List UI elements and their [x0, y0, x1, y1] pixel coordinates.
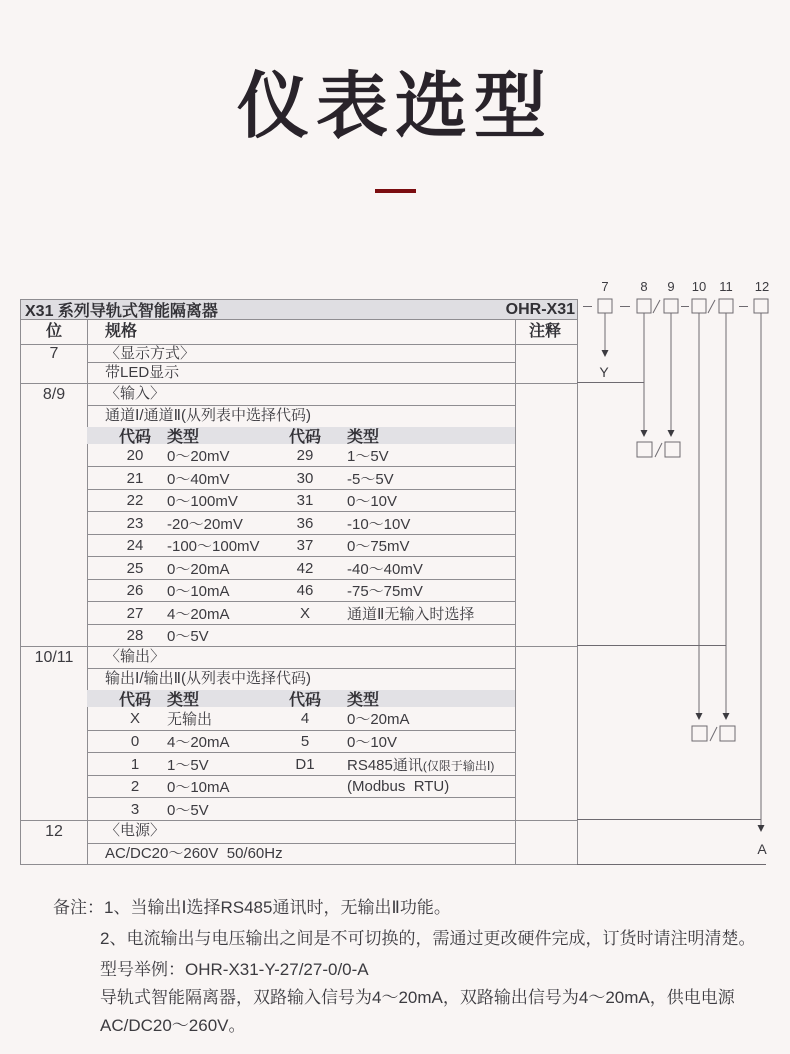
code-cell: D1: [295, 755, 315, 773]
output-code-row: [87, 730, 515, 752]
output-pair-slash: [710, 727, 717, 741]
arrowhead: [602, 350, 609, 357]
page-title: 仪表选型: [236, 67, 553, 147]
output-subtitle: 输出Ⅰ/输出Ⅱ(从列表中选择代码): [105, 670, 311, 687]
type-cell: 0～100mV: [167, 492, 238, 510]
code-cell: 1: [130, 755, 140, 773]
section-divider-89-1011: [21, 646, 577, 647]
output-code-pair-box-2: [720, 726, 735, 741]
rs485-restriction-note: (仅限于输出Ⅰ): [422, 758, 495, 773]
code-cell: 26: [126, 581, 144, 599]
model-prefix-label: OHR-X31: [505, 300, 575, 318]
input-code-pair-box-2: [665, 442, 680, 457]
model-code-box-9: [664, 299, 678, 313]
display-mode-value: 带LED显示: [105, 364, 180, 381]
code-cell: 20: [126, 446, 144, 464]
type-cell: 0～40mV: [167, 470, 230, 488]
note-column-divider: [515, 320, 516, 864]
input-code-row: [87, 624, 515, 646]
row-divider: [87, 843, 515, 844]
model-header-bar: [21, 300, 577, 320]
code-col-header: 代码: [118, 429, 151, 446]
output-code-row: [87, 707, 515, 729]
type-cell: [347, 754, 515, 775]
code-cell: 46: [296, 581, 314, 599]
display-mode-title: 〈显示方式〉: [105, 345, 196, 362]
model-code-box-7: [598, 299, 612, 313]
note-line-2: 2、电流输出与电压输出之间是不可切换的，需通过更改硬件完成，订货时请注明清楚。: [100, 929, 756, 948]
code-cell: 27: [126, 604, 144, 622]
note-1-text: 1、当输出Ⅰ选择RS485通讯时，无输出Ⅱ功能。: [104, 898, 451, 917]
row-divider: [87, 362, 515, 363]
code-cell: 36: [296, 514, 314, 532]
section-divider-1011-12: [21, 820, 577, 821]
input-code-row: [87, 602, 515, 624]
model-code-box-8: [637, 299, 651, 313]
code-cell: 3: [130, 800, 140, 818]
code-cell: 25: [126, 559, 144, 577]
input-code-row: [87, 579, 515, 601]
output-code-pair-box-1: [692, 726, 707, 741]
section-divider-7-89: [21, 383, 577, 384]
digit-label-9: 9: [667, 279, 675, 294]
input-code-row: [87, 489, 515, 511]
type-cell: 0～10mA: [167, 582, 230, 600]
type-cell: -40～40mV: [347, 560, 423, 578]
type-cell: 0～10mA: [167, 778, 230, 796]
a-code-label: A: [757, 841, 767, 857]
code-col-header: 代码: [288, 692, 321, 709]
code-col-header: 代码: [288, 429, 321, 446]
digit-label-8: 8: [640, 279, 648, 294]
type-cell: -20～20mV: [167, 515, 243, 533]
pos-7-label: 7: [49, 345, 59, 362]
code-cell: X: [129, 709, 140, 727]
code-cell: 21: [126, 469, 144, 487]
code-cell: 0: [130, 732, 140, 750]
row-divider: [87, 668, 515, 669]
output-code-row: [87, 798, 515, 820]
code-cell: 29: [296, 446, 314, 464]
code-cell: X: [299, 604, 310, 622]
arrowhead: [641, 430, 648, 437]
slash-separator: [653, 300, 660, 313]
type-cell: 0～10V: [347, 492, 398, 510]
type-col-header: 类型: [347, 429, 380, 446]
y-code-label: Y: [599, 364, 609, 380]
digit-label-12: 12: [754, 279, 770, 294]
type-col-header: 类型: [167, 692, 200, 709]
type-cell: 0～10V: [347, 733, 398, 751]
code-cell: 30: [296, 469, 314, 487]
code-cell: 37: [296, 536, 314, 554]
input-pair-slash: [655, 443, 662, 457]
input-code-row: [87, 467, 515, 489]
pos-1011-label: 10/11: [34, 649, 74, 666]
type-cell: -5～5V: [347, 470, 394, 488]
footer-notes: [53, 894, 768, 1040]
input-code-row: [87, 534, 515, 556]
row-divider: [87, 405, 515, 406]
col-header-spec: 规格: [105, 323, 138, 340]
type-cell: 1～5V: [167, 756, 209, 774]
pos-89-label: 8/9: [42, 386, 66, 403]
input-code-row: [87, 444, 515, 466]
type-cell: 0～5V: [167, 801, 209, 819]
code-cell: 5: [300, 732, 310, 750]
type-cell: -75～75mV: [347, 582, 423, 600]
selection-table: [20, 299, 578, 865]
type-col-header: 类型: [167, 429, 200, 446]
notes-label: 备注：: [53, 898, 104, 917]
title-underline-dash: [375, 189, 416, 193]
code-cell: 4: [300, 709, 310, 727]
digit-label-7: 7: [601, 279, 609, 294]
code-cell: 24: [126, 536, 144, 554]
output-code-header-row: [87, 690, 515, 707]
note-line-example-desc: 导轨式智能隔离器，双路输入信号为4～20mA，双路输出信号为4～20mA，供电电源: [100, 988, 735, 1007]
code-cell: 42: [296, 559, 314, 577]
input-subtitle: 通道Ⅰ/通道Ⅱ(从列表中选择代码): [105, 407, 311, 424]
type-cell: 0～20mV: [167, 447, 230, 465]
product-series-label: X31 系列导轨式智能隔离器: [25, 303, 218, 320]
input-code-pair-box-1: [637, 442, 652, 457]
pos-12-label: 12: [45, 823, 63, 840]
col-header-note: 注释: [528, 323, 561, 340]
power-title: 〈电源〉: [105, 822, 166, 839]
type-cell: 无输出: [167, 710, 213, 728]
output-code-row: [87, 775, 515, 797]
code-cell: 2: [130, 777, 140, 795]
type-cell: 通道Ⅱ无输入时选择: [347, 605, 475, 623]
code-cell: 28: [126, 626, 144, 644]
type-cell: 1～5V: [347, 447, 389, 465]
input-code-header-row: [87, 427, 515, 444]
note-line-example: 型号举例：OHR-X31-Y-27/27-0/0-A: [100, 960, 369, 979]
type-cell: 4～20mA: [167, 733, 230, 751]
rs485-label: RS485通讯: [347, 756, 423, 774]
type-cell: 0～20mA: [347, 710, 410, 728]
type-col-header: 类型: [347, 692, 380, 709]
modbus-note: (Modbus RTU): [347, 777, 450, 795]
arrowhead: [758, 825, 765, 832]
code-cell: 22: [126, 491, 144, 509]
type-cell: 0～20mA: [167, 560, 230, 578]
code-cell: 23: [126, 514, 144, 532]
model-code-box-10: [692, 299, 706, 313]
output-code-row: [87, 753, 515, 775]
type-cell: 0～5V: [167, 627, 209, 645]
arrowhead: [696, 713, 703, 720]
arrowhead: [668, 430, 675, 437]
code-col-header: 代码: [118, 692, 151, 709]
note-line-example-power: AC/DC20～260V。: [100, 1016, 246, 1035]
model-code-box-11: [719, 299, 733, 313]
input-title: 〈输入〉: [105, 385, 166, 402]
power-value: AC/DC20～260V 50/60Hz: [105, 845, 283, 862]
type-cell: -100～100mV: [167, 537, 260, 555]
digit-label-11: 11: [719, 279, 733, 294]
col-header-pos: 位: [45, 323, 62, 340]
code-cell: 31: [296, 491, 314, 509]
slash-separator: [708, 300, 715, 313]
type-cell: 0～75mV: [347, 537, 410, 555]
input-code-row: [87, 557, 515, 579]
digit-label-10: 10: [691, 279, 707, 294]
model-code-box-12: [754, 299, 768, 313]
note-line-1: [53, 894, 768, 922]
type-cell: 4～20mA: [167, 605, 230, 623]
type-cell: -10～10V: [347, 515, 411, 533]
output-title: 〈输出〉: [105, 648, 166, 665]
input-code-row: [87, 512, 515, 534]
arrowhead: [723, 713, 730, 720]
